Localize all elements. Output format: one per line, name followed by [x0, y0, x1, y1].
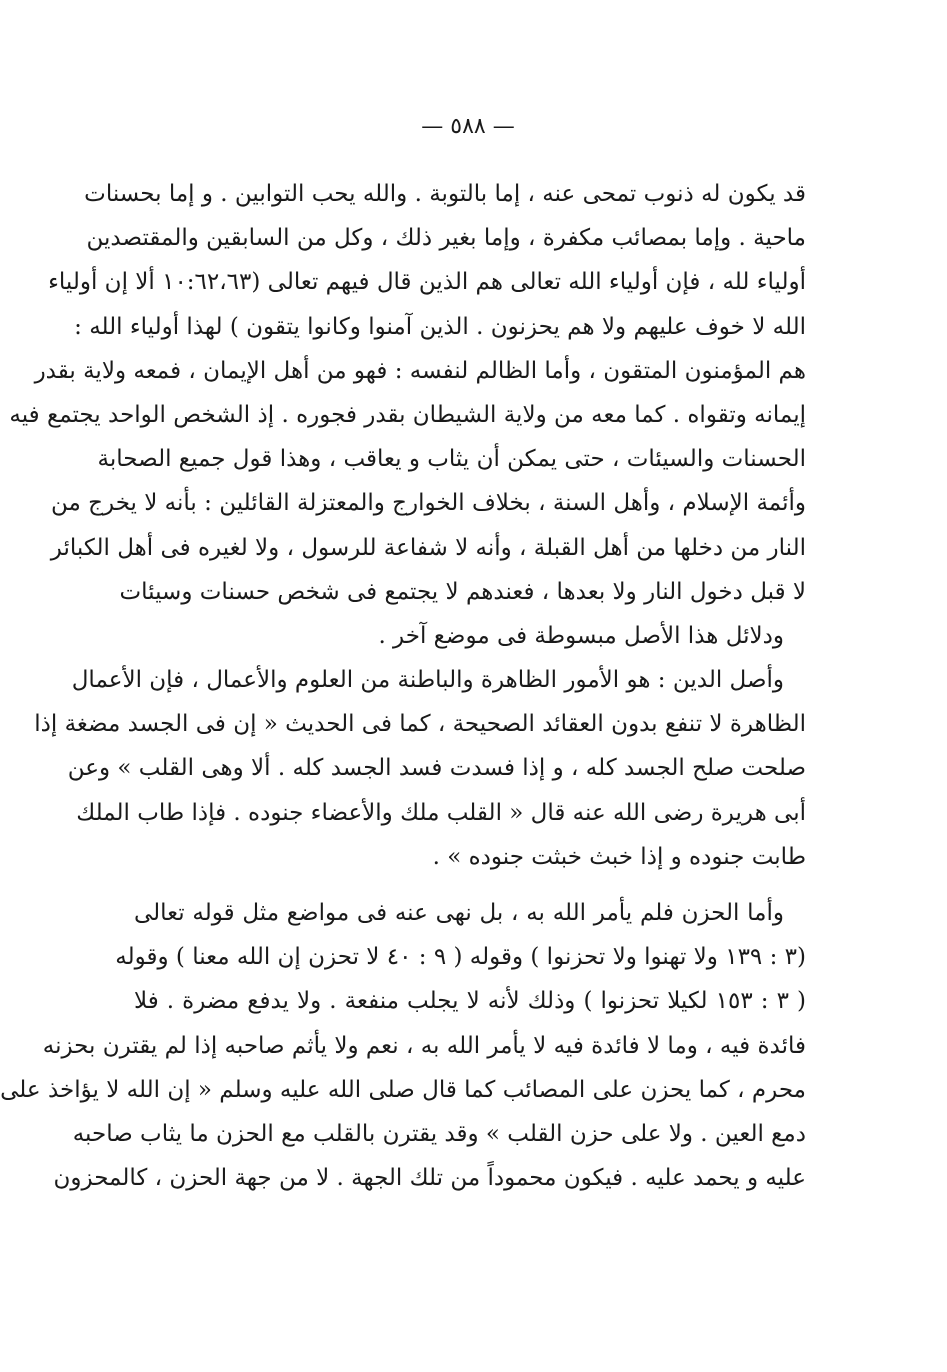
- page-number: — ٥٨٨ —: [421, 114, 515, 139]
- text-line: قد يكون له ذنوب تمحى عنه ، إما بالتوبة . والله يحب التوابين . و إما بحسنات: [84, 181, 806, 207]
- text-line: دمع العين . ولا على حزن القلب » وقد يقترن بالقلب مع الحزن ما يثاب صاحبه: [72, 1120, 806, 1147]
- page-body: [0, 172, 806, 1200]
- text-line: ( ٣ : ١٥٣ لكيلا تحزنوا ) وذلك لأنه لا يجلب منفعة . ولا يدفع مضرة . فلا: [134, 988, 806, 1015]
- text-line: الله لا خوف عليهم ولا هم يحزنون . الذين آمنوا وكانوا يتقون ) لهذا أولياء الله :: [74, 313, 806, 340]
- text-line: هم المؤمنون المتقون ، وأما الظالم لنفسه : فهو من أهل الإيمان ، فمعه ولاية بقدر: [34, 357, 806, 384]
- text-line: إيمانه وتقواه . كما معه من ولاية الشيطان بقدر فجوره . إذ الشخص الواحد يجتمع فيه: [9, 401, 806, 428]
- text-line: لا قبل دخول النار ولا بعدها ، فعندهم لا يجتمع فى شخص حسنات وسيئات: [119, 578, 806, 605]
- paragraph-spacer: [134, 879, 806, 891]
- text-line: عليه و يحمد عليه . فيكون محموداً من تلك الجهة . لا من جهة الحزن ، كالمحزون: [53, 1165, 806, 1192]
- text-line: ودلائل هذا الأصل مبسوطة فى موضع آخر .: [378, 622, 784, 649]
- text-line: طابت جنوده و إذا خبث خبثت جنوده » .: [432, 843, 806, 870]
- text-line: وأما الحزن فلم يأمر الله به ، بل نهى عنه فى مواضع مثل قوله تعالى: [134, 900, 784, 926]
- text-line: وأصل الدين : هو الأمور الظاهرة والباطنة من العلوم والأعمال ، فإن الأعمال: [71, 667, 784, 694]
- text-line: الظاهرة لا تنفع بدون العقائد الصحيحة ، كما فى الحديث « إن فى الجسد مضغة إذا: [34, 711, 806, 738]
- text-line: (٣ : ١٣٩ ولا تهنوا ولا تحزنوا ) وقوله ( ٩ : ٤٠ لا تحزن إن الله معنا ) وقوله: [115, 944, 806, 971]
- text-line: صلحت صلح الجسد كله ، و إذا فسدت فسد الجسد كله . ألا وهى القلب » وعن: [67, 755, 806, 782]
- text-line: محرم ، كما يحزن على المصائب كما قال صلى الله عليه وسلم « إن الله لا يؤاخذ على: [0, 1076, 806, 1103]
- text-line: أبى هريرة رضى الله عنه قال « القلب ملك والأعضاء جنوده . فإذا طاب الملك: [76, 799, 806, 826]
- text-line: ماحية . وإما بمصائب مكفرة ، وإما بغير ذلك ، وكل من السابقين والمقتصدين: [86, 225, 806, 252]
- paragraph-1: [9, 172, 806, 658]
- text-line: الحسنات والسيئات ، حتى يمكن أن يثاب و يعاقب ، وهذا قول جميع الصحابة: [97, 446, 806, 473]
- paragraph-2: [34, 658, 806, 879]
- text-line: أولياء لله ، فإن أولياء الله تعالى هم الذين قال فيهم تعالى (١٠:٦٢،٦٣ ألا إن أولياء: [48, 269, 806, 296]
- text-line: وأئمة الإسلام ، وأهل السنة ، بخلاف الخوارج والمعتزلة القائلين : بأنه لا يخرج من: [51, 490, 806, 517]
- paragraph-3: [0, 891, 806, 1200]
- text-line: فائدة فيه ، وما لا فائدة فيه لا يأمر الله به ، نعم ولا يأثم صاحبه إذا لم يقترن بحزنه: [42, 1032, 806, 1059]
- text-line: النار من دخلها من أهل القبلة ، وأنه لا شفاعة للرسول ، ولا لغيره فى أهل الكبائر: [50, 534, 806, 561]
